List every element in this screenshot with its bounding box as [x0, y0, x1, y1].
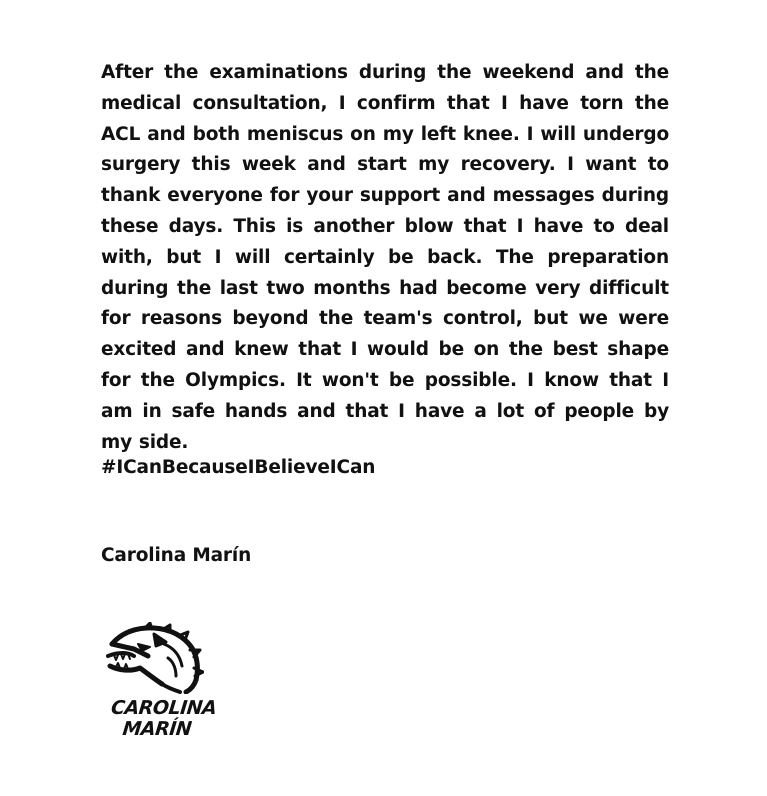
hashtag: #ICanBecauseIBelieveICan — [101, 457, 376, 478]
logo-wordmark — [108, 697, 218, 740]
carolina-marin-logo — [104, 622, 218, 748]
logo-line-1: CAROLINA — [110, 697, 218, 719]
signature-name: Carolina Marín — [101, 545, 252, 566]
wolf-head-icon — [104, 622, 204, 694]
logo-line-2: MARÍN — [121, 718, 193, 740]
statement-body: After the examinations during the weekend and the medical consultation, I confirm that I have torn the ACL and both meniscus on my left knee. I will undergo surgery this week and start my recovery. I want to thank everyone for your support and messages during these days. This is another blow that I have to deal with, but I will certainly be back. The preparation during the last two months had become very difficult for reasons beyond the team's control, but we were excited and knew that I would be on the best shape for the Olympics. It won't be possible. I know that I am in safe hands and that I have a lot of people by my side. — [101, 62, 669, 453]
